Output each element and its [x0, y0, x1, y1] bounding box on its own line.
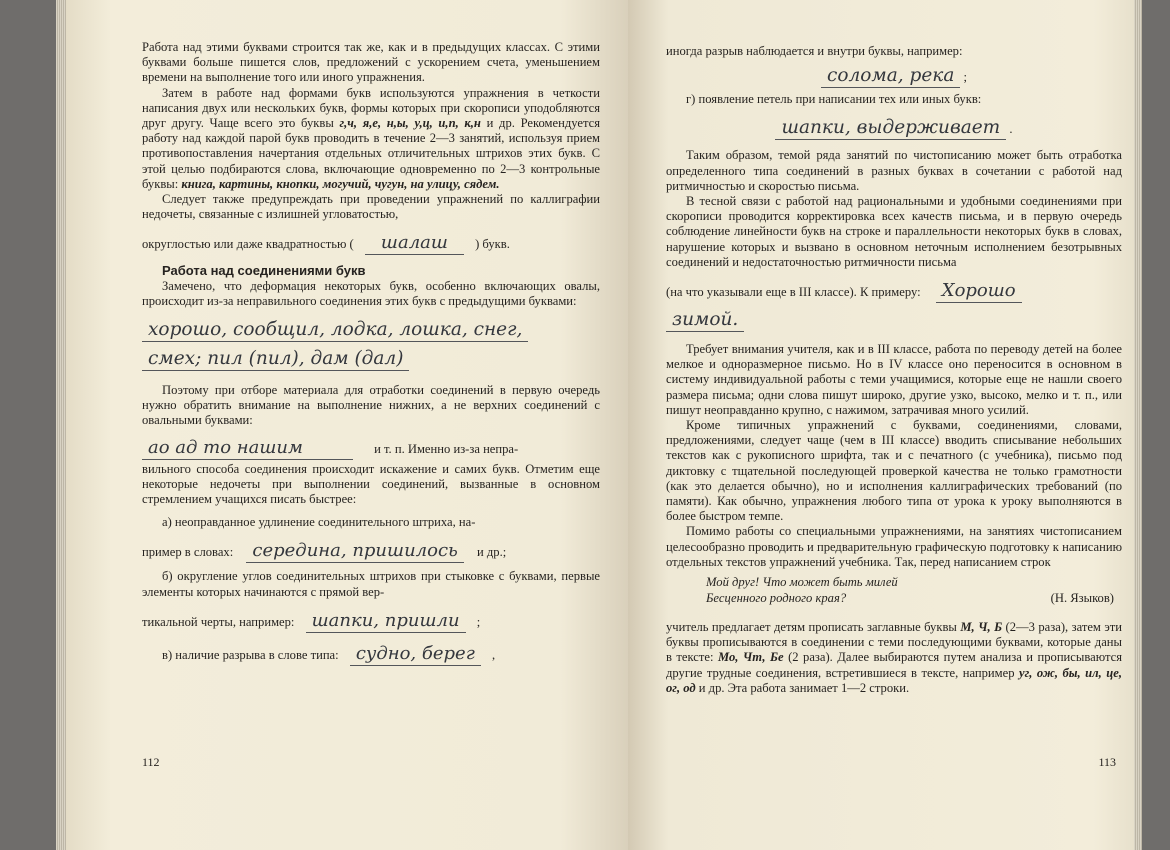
- handwriting-sample: шапки, выдерживает: [775, 117, 1006, 140]
- poem-quote: [706, 574, 1122, 606]
- paragraph: В тесной связи с работой над рациональными и удобными соединениями при скорописи проводится корректировка всех качеств письма, и в первую очередь соблюдение линейности букв на строке и параллельности некоторых букв в словах, нарушение которых и вызвано в основном неточным исполнением безотрывных соединений и недостаточностью ритмичности письма: [666, 194, 1122, 269]
- paragraph: Следует также предупреждать при проведении упражнений по каллиграфии недочеты, связанные с излишней угловатостью,: [142, 192, 600, 222]
- handwriting-row: [142, 437, 600, 460]
- handwriting-row: [666, 280, 1122, 303]
- text-span: в) наличие разрыва в слове типа:: [162, 647, 339, 662]
- text-span: пример в словах:: [142, 545, 234, 560]
- handwriting-line: [666, 65, 1122, 88]
- handwriting-sample: смех; пил (пил), дам (дал): [142, 348, 409, 371]
- list-item: г) появление петель при написании тех или иных букв:: [686, 92, 982, 107]
- paragraph: Таким образом, темой ряда занятий по чистописанию может быть отработка определенного типа соединений в разных буквах в сочетании с работой над ритмичностью и скоростью письма.: [666, 148, 1122, 193]
- poem-line: [706, 590, 1122, 606]
- handwriting-sample: хорошо, сообщил, лодка, лошка, снег,: [142, 319, 528, 342]
- page-number: 113: [1098, 755, 1116, 769]
- text-span: (на что указывали еще в III классе). К примеру:: [666, 285, 921, 300]
- capital-letters: М, Ч, Б: [960, 620, 1003, 635]
- handwriting-line: [666, 117, 1122, 140]
- handwriting-row: [142, 540, 600, 563]
- paragraph: [666, 620, 1122, 696]
- handwriting-sample: солома, река: [821, 65, 960, 88]
- paragraph: Поэтому при отборе материала для отработки соединений в первую очередь нужно обратить внимание на выполнение нижних, а не верхних соединений с овальными буквами:: [142, 383, 600, 428]
- text-span: ) букв.: [475, 237, 510, 252]
- handwriting-sample: судно, берег: [350, 643, 481, 666]
- control-words: книга, картины, кнопки, могучий, чугун, на улицу, сядем.: [181, 176, 500, 191]
- page-number: 112: [142, 755, 160, 769]
- paragraph: Замечено, что деформация некоторых букв, особенно включающих овалы, происходит из-за неправильного соединения этих букв с предыдущими буквами:: [142, 278, 600, 308]
- text-span: ;: [476, 614, 481, 629]
- paragraph: Требует внимания учителя, как и в III классе, работа по переводу детей на более мелкое и одноразмерное письмо. Но в IV классе оно переносится в основном в систему индивидуальной работы с теми учащимися, которые еще не нашли своего размера письма; одни слова пишут широко, другие узко, высоко, мелко и т. п., или пишут неоправданно крупно, с нажимом, затрачивая много усилий.: [666, 342, 1122, 417]
- handwriting-sample: шалаш: [365, 232, 464, 255]
- handwriting-row: [162, 643, 600, 666]
- poem-line: Мой друг! Что может быть милей: [706, 575, 898, 590]
- letter-connections: Мо, Чт, Бе: [717, 650, 784, 665]
- text-span: Бесценного родного края?: [706, 591, 847, 606]
- text-span: и др. Эта работа занимает 1—2 строки.: [698, 680, 910, 695]
- handwriting-line: [666, 309, 1122, 332]
- text-span: ,: [491, 647, 496, 662]
- text-span: и др. Рекомендуется работу над каждой парой букв проводить в течение 2—3 занятий, используя прием противопоставления начертания отдельных отличительных штрихов этих букв. С этой целью подбираются слова, включающие одновременно по 2—3 контрольные буквы:: [142, 116, 601, 191]
- paragraph: вильного способа соединения происходит искажение и самих букв. Отметим еще некоторые недочеты при выполнении соединений, вызванные в основном стремлением учащихся писать быстрее:: [142, 461, 600, 507]
- book-edge-right: [1134, 0, 1142, 850]
- handwriting-sample: ао ад то нашим: [142, 437, 353, 460]
- list-item: а) неоправданное удлинение соединительного штриха, на-: [162, 515, 476, 530]
- text-span: тикальной черты, например:: [142, 614, 295, 629]
- text-span: и др.;: [477, 545, 507, 560]
- paragraph: Помимо работы со специальными упражнениями, на занятиях чистописанием целесообразно проводить и предварительную графическую подготовку к написанию отдельных текстов упражнений учебника. Так, перед написанием строк: [666, 524, 1122, 569]
- difficult-connections: уг, ож, бы, ил, це, ог, од: [666, 665, 1122, 695]
- text-span: учитель предлагает детям прописать заглавные буквы: [666, 620, 957, 635]
- handwriting-sample: середина, пришилось: [246, 540, 463, 563]
- text-span: Затем в работе над формами букв используются упражнения в четкости написания двух или нескольких букв, формы которых при скорописи уподобляются друг другу. Чаще всего это буквы: [142, 85, 600, 131]
- book-edge-left: [56, 0, 66, 850]
- handwriting-row: [142, 610, 600, 633]
- poem-author: (Н. Языков): [1050, 591, 1114, 606]
- handwriting-sample: зимой.: [666, 309, 744, 332]
- text-span: .: [1009, 122, 1013, 137]
- text-span: и т. п. Именно из-за непра-: [374, 441, 519, 456]
- list-item: б) округление углов соединительных штрихов при стыковке с буквами, первые элементы которых начинаются с прямой вер-: [142, 569, 600, 599]
- text-span: округлостью или даже квадратностью (: [142, 237, 354, 252]
- left-page: [66, 0, 628, 850]
- section-heading: Работа над соединениями букв: [162, 263, 366, 279]
- handwriting-sample: шапки, пришли: [306, 610, 466, 633]
- handwriting-line: [142, 319, 600, 342]
- paragraph: иногда разрыв наблюдается и внутри буквы, например:: [666, 44, 963, 58]
- handwriting-line: [142, 348, 600, 371]
- paragraph: Работа над этими буквами строится так же, как и в предыдущих классах. С этими буквами больше пишется слов, предложений с ускорением счета, уменьшением времени на выполнение того или иного упражнения.: [142, 40, 600, 85]
- letter-pairs: г,ч, я,е, н,ы, у,ц, и,п, к,н: [339, 116, 481, 131]
- text-span: ;: [963, 70, 968, 85]
- handwriting-row: [142, 232, 600, 255]
- text-span: (2 раза). Далее выбираются путем анализа и прописываются другие трудные соединения, встретившиеся в тексте, например: [666, 650, 1123, 680]
- right-page: [628, 0, 1134, 850]
- handwriting-sample: Хорошо: [936, 280, 1022, 303]
- paragraph: Кроме типичных упражнений с буквами, соединениями, словами, предложениями, следует чаще (чем в III классе) вводить списывание небольших текстов как с рукописного шрифта, так и с печатного (с учебника), письмо под диктовку с тщательной последующей проверкой качества не только грамотности (как это делается обычно), но и исполнения каллиграфических требований (по памяти). Как обычно, упражнения любого типа от урока к уроку выполняются в более быстром темпе.: [666, 418, 1122, 524]
- paragraph: [142, 86, 600, 192]
- text-span: (2—3 раза), затем эти буквы прописываются в соединении с теми последующими буквами, которые даны в тексте:: [666, 620, 1122, 665]
- left-page-text: [142, 40, 600, 666]
- right-page-text: [666, 44, 1122, 696]
